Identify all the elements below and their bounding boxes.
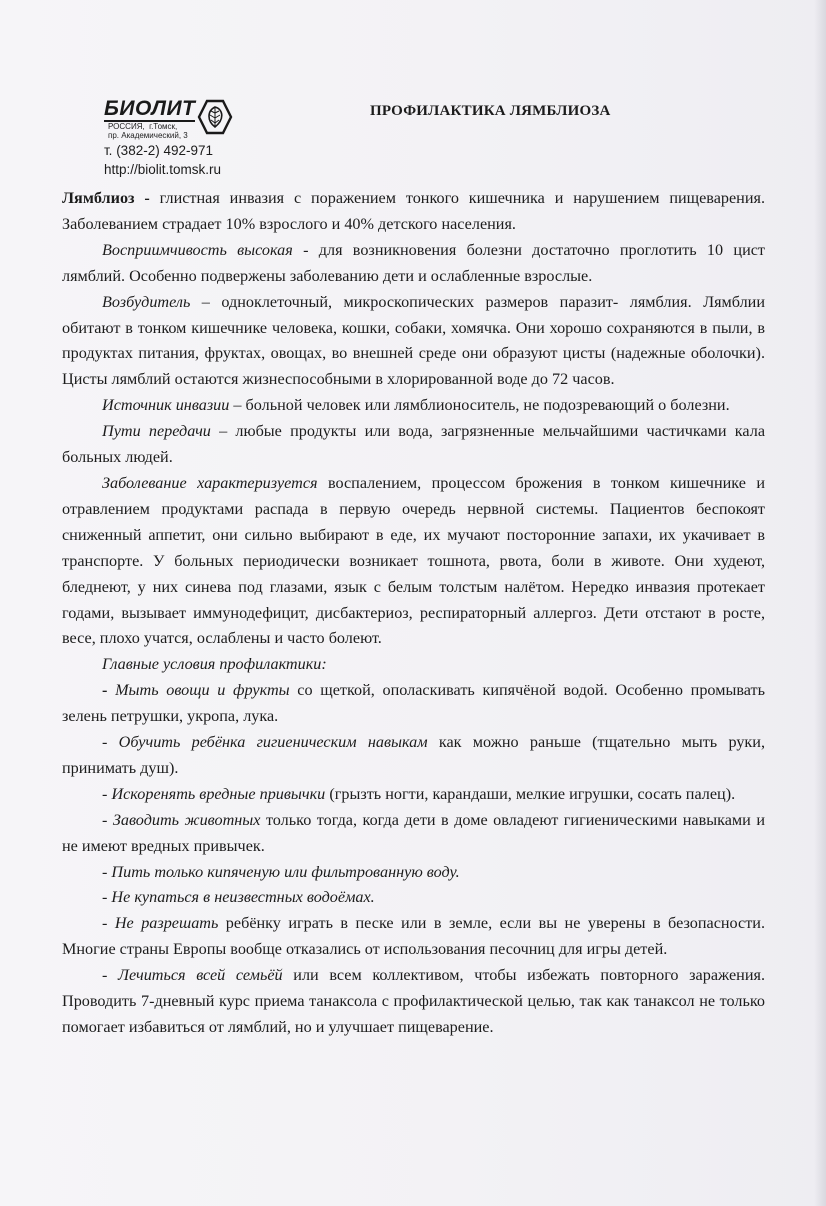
paragraph-text: глистная инвазия с поражением тонкого кишечника и нарушением пищеварения. Заболеванием страдает 10% взрослого и 40% детского населения. — [62, 189, 766, 233]
rule-dash: - — [102, 784, 112, 803]
rule-term: - Пить только кипяченую или фильтрованную воду. — [102, 862, 460, 881]
term-italic: Заболевание характеризуется — [102, 473, 318, 492]
paragraph-source — [62, 393, 765, 419]
rule-term: Мыть овощи и фрукты — [115, 681, 290, 700]
paragraph-symptoms — [62, 471, 765, 652]
heading-italic: Главные условия профилактики: — [102, 655, 327, 674]
rule-text: или всем коллективом, чтобы избежать повторного заражения. Проводить 7-дневный курс приема танаксола с профилактической целью, так как танаксол не только помогает избавиться от лямблий, но и улучшает пищеварение. — [62, 966, 765, 1036]
paragraph-text: – любые продукты или вода, загрязненные мельчайшими частичками кала больных людей. — [62, 422, 765, 467]
rule-text: только тогда, когда дети в доме овладеют гигиеническими навыками и не имеют вредных привычек. — [62, 810, 765, 855]
rule-term: - Не купаться в неизвестных водоёмах. — [102, 888, 375, 907]
company-logo-block — [104, 98, 284, 178]
rule-water — [62, 860, 765, 886]
rule-term: Лечиться всей семьёй — [118, 966, 283, 985]
page-edge-shadow — [814, 0, 826, 1206]
prevention-heading — [62, 652, 765, 678]
rule-treatment — [62, 963, 765, 1041]
paragraph-text: воспалением, процессом брожения в тонком кишечнике и отравлением продуктами распада в первую очередь нервной системы. Пациентов беспокоят сниженный аппетит, они сильно выбирают в еде, их мучают посторонние запахи, их укачивает в транспорте. У больных периодически возникает тошнота, рвота, боли в животе. Они худеют, бледнеют, у них синева под глазами, язык с белым толстым налётом. Нередко инвазия протекает годами, вызывает иммунодефицит, дисбактериоз, респираторный аллергоз. Дети отстают в росте, весе, плохо учатся, ослаблены и часто болеют. — [62, 473, 765, 648]
paragraph-text: – больной человек или лямблионоситель, не подозревающий о болезни. — [229, 396, 730, 415]
term-italic: Возбудитель — [102, 292, 191, 311]
rule-text: как можно раньше (тщательно мыть руки, принимать душ). — [62, 733, 766, 777]
rule-sand — [62, 911, 765, 963]
rule-dash: - — [102, 914, 115, 933]
rule-dash: - — [102, 810, 113, 829]
paragraph-pathogen — [62, 290, 765, 394]
rule-habits — [62, 782, 765, 808]
paragraph-text: – одноклеточный, микроскопических размеров паразит- лямблия. Лямблии обитают в тонком кишечнике человека, кошки, собаки, хомячка. Они хорошо сохраняются в пыли, в продуктах питания, фруктах, овощах, во внешней среде они образуют цисты (надежные оболочки). Цисты лямблий остаются жизнеспособными в хлорированной воде до 72 часов. — [62, 292, 765, 389]
logo-country: РОССИЯ, — [108, 122, 145, 131]
paragraph-text: для возникновения болезни достаточно проглотить 10 цист лямблий. Особенно подвержены заболеванию дети и ослабленные взрослые. — [62, 240, 765, 285]
logo-city: г.Томск, — [149, 122, 178, 131]
rule-term: Заводить животных — [112, 810, 261, 829]
term-italic: Восприимчивость высокая - — [102, 240, 309, 259]
page-title: ПРОФИЛАКТИКА ЛЯМБЛИОЗА — [370, 103, 611, 119]
rule-hygiene — [62, 730, 765, 782]
rule-swimming — [62, 885, 765, 911]
rule-pets — [62, 808, 765, 860]
rule-text: ребёнку играть в песке или в земле, если вы не уверены в безопасности. Многие страны Европы вообще отказались от использования песочниц для игры детей. — [62, 914, 766, 959]
term-italic: Пути передачи — [102, 422, 211, 441]
logo-phone: т. (382-2) 492-971 — [104, 143, 214, 158]
paragraph-susceptibility — [62, 238, 765, 290]
logo-country-city — [108, 122, 195, 131]
paragraph-definition — [62, 186, 765, 238]
rule-wash-produce — [62, 678, 765, 730]
paragraph-transmission — [62, 419, 765, 471]
rule-term: Искоренять вредные привычки — [111, 784, 326, 803]
rule-dash: - — [102, 966, 119, 985]
rule-text: (грызть ногти, карандаши, мелкие игрушки, сосать палец). — [325, 784, 736, 803]
term-bold: Лямблиоз - — [62, 189, 150, 207]
logo-name: БИОЛИТ — [104, 97, 196, 120]
logo-url: http://biolit.tomsk.ru — [104, 162, 222, 177]
leaf-emblem-icon — [197, 99, 233, 135]
rule-term: Обучить ребёнка гигиеническим навыкам — [118, 733, 428, 752]
logo-street: пр. Академический, 3 — [108, 131, 188, 140]
rule-term: Не разрешать — [114, 914, 219, 933]
rule-dash: - — [102, 733, 119, 752]
term-italic: Источник инвазии — [102, 396, 230, 415]
document-body — [62, 186, 765, 1041]
rule-text: со щеткой, ополаскивать кипячёной водой. Особенно промывать зелень петрушки, укропа, лука. — [62, 681, 765, 726]
rule-dash: - — [102, 681, 116, 700]
